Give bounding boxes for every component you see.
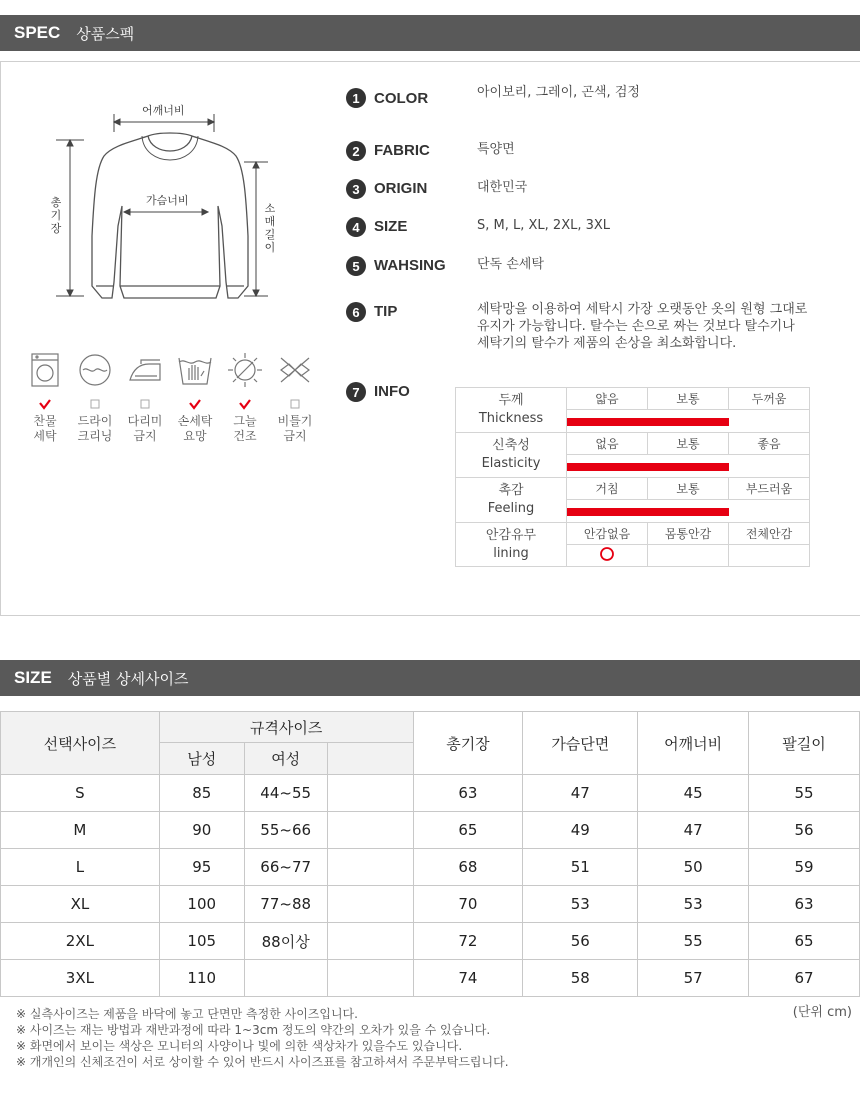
care-item-cold-wash — [20, 352, 70, 444]
col-female: 여성 — [244, 743, 327, 775]
size-header-en: SIZE — [14, 668, 52, 687]
lining-selected — [567, 545, 648, 567]
care-label: 그늘 건조 — [233, 414, 257, 443]
spec-key: SIZE — [374, 218, 408, 235]
empty-checkbox-icon — [89, 398, 101, 410]
check-icon — [189, 398, 201, 410]
spec-row-fabric — [346, 141, 515, 161]
info-option: 부드러움 — [729, 478, 810, 500]
info-label: 두께 Thickness — [456, 388, 567, 433]
number-badge: 7 — [346, 382, 366, 402]
col-shoulder: 어깨너비 — [638, 712, 749, 775]
spec-header-ko: 상품스펙 — [76, 24, 135, 43]
info-option: 안감없음 — [567, 523, 648, 545]
dry-clean-circle-icon — [77, 352, 113, 388]
info-level-bar — [567, 500, 729, 523]
size-header — [0, 660, 860, 696]
spec-value: S, M, L, XL, 2XL, 3XL — [477, 218, 611, 233]
spec-row-washing — [346, 256, 544, 276]
col-length: 총기장 — [413, 712, 523, 775]
care-item-hand-wash — [170, 352, 220, 444]
number-badge: 4 — [346, 217, 366, 237]
number-badge: 3 — [346, 179, 366, 199]
info-option: 얇음 — [567, 388, 648, 410]
no-wring-icon — [277, 352, 313, 388]
note-line: ※ 개개인의 신체조건이 서로 상이할 수 있어 반드시 사이즈표를 참고하셔서 주문부탁드립니다. — [16, 1055, 509, 1069]
info-level-bar — [567, 455, 729, 478]
table-row: 3XL 110 74 58 57 67 — [1, 960, 860, 997]
fabric-info-table — [455, 387, 810, 567]
table-row: XL 100 77~88 70 53 53 63 — [1, 886, 860, 923]
number-badge: 2 — [346, 141, 366, 161]
spec-key: WAHSING — [374, 257, 446, 274]
care-label: 손세탁 요망 — [177, 414, 213, 443]
info-option: 전체안감 — [729, 523, 810, 545]
size-notes — [16, 1006, 509, 1070]
info-option: 보통 — [648, 388, 729, 410]
empty-checkbox-icon — [139, 398, 151, 410]
spec-key: COLOR — [374, 90, 429, 107]
note-line: ※ 사이즈는 재는 방법과 재반과정에 따라 1~3cm 정도의 약간의 오차가 있을 수 있습니다. — [16, 1023, 491, 1037]
table-row: 2XL 105 88이상 72 56 55 65 — [1, 923, 860, 960]
care-item-dry-clean — [70, 352, 120, 444]
info-label: 촉감 Feeling — [456, 478, 567, 523]
care-label: 드라이 크리닝 — [77, 414, 113, 443]
col-male: 남성 — [159, 743, 244, 775]
chest-label: 가슴너비 — [146, 194, 189, 207]
sleeve-label: 소매길이 — [264, 202, 276, 254]
shoulder-label: 어깨너비 — [142, 104, 185, 117]
length-label: 총기장 — [50, 196, 62, 235]
table-row: L 95 66~77 68 51 50 59 — [1, 849, 860, 886]
number-badge: 1 — [346, 88, 366, 108]
spec-row-tip — [346, 302, 807, 352]
info-option: 좋음 — [729, 433, 810, 455]
spec-value: 세탁망을 이용하여 세탁시 가장 오랫동안 옷의 원형 그대로 유지가 가능합니다. 탈수는 손으로 짜는 것보다 탈수기나 세탁기의 탈수가 제품의 손상을 최소화합니다. — [477, 302, 808, 351]
unit-label: (단위 cm) — [792, 1005, 852, 1020]
garment-diagram — [40, 86, 300, 316]
spec-row-origin — [346, 179, 527, 199]
info-option: 보통 — [648, 478, 729, 500]
size-header-ko: 상품별 상세사이즈 — [67, 669, 189, 688]
info-label: 안감유무 lining — [456, 523, 567, 567]
spec-key: FABRIC — [374, 142, 430, 159]
info-option: 두꺼움 — [729, 388, 810, 410]
table-row: S 85 44~55 63 47 45 55 — [1, 775, 860, 812]
care-icons — [20, 352, 320, 452]
spec-header — [0, 15, 860, 51]
col-spec-size: 규격사이즈 — [159, 712, 413, 743]
care-item-no-wring — [270, 352, 320, 444]
number-badge: 5 — [346, 256, 366, 276]
spec-value: 아이보리, 그레이, 곤색, 검정 — [477, 85, 640, 100]
spec-row-size — [346, 217, 610, 237]
spec-value: 특양면 — [477, 142, 515, 157]
check-icon — [239, 398, 251, 410]
info-level-bar — [567, 410, 729, 433]
spec-row-info — [346, 382, 460, 402]
spec-key: ORIGIN — [374, 180, 428, 197]
note-line: ※ 실측사이즈는 제품을 바닥에 놓고 단면만 측정한 사이즈입니다. — [16, 1007, 358, 1021]
info-option: 보통 — [648, 433, 729, 455]
hand-wash-icon — [177, 352, 213, 388]
spec-key: INFO — [374, 383, 410, 400]
care-label: 다리미 금지 — [127, 414, 163, 443]
info-option: 없음 — [567, 433, 648, 455]
spec-header-en: SPEC — [14, 23, 61, 42]
shade-dry-icon — [227, 352, 263, 388]
table-row: M 90 55~66 65 49 47 56 — [1, 812, 860, 849]
number-badge: 6 — [346, 302, 366, 322]
spec-value: 단독 손세탁 — [477, 257, 544, 272]
spec-row-color — [346, 85, 640, 110]
col-chest: 가슴단면 — [523, 712, 638, 775]
iron-icon — [127, 352, 163, 388]
note-line: ※ 화면에서 보이는 색상은 모니터의 사양이나 빛에 의한 색상차가 있을수도 있습니다. — [16, 1039, 463, 1053]
info-option: 거침 — [567, 478, 648, 500]
care-label: 찬물 세탁 — [33, 414, 57, 443]
spec-key: TIP — [374, 303, 398, 320]
check-icon — [39, 398, 51, 410]
size-table — [0, 711, 860, 997]
info-option: 몸통안감 — [648, 523, 729, 545]
col-select-size: 선택사이즈 — [1, 712, 160, 775]
empty-checkbox-icon — [289, 398, 301, 410]
care-item-shade-dry — [220, 352, 270, 444]
washing-machine-icon — [27, 352, 63, 388]
spec-value: 대한민국 — [477, 180, 528, 195]
care-label: 비틀기 금지 — [277, 414, 313, 443]
col-sleeve: 팔길이 — [749, 712, 860, 775]
care-item-no-iron — [120, 352, 170, 444]
red-circle-icon — [599, 546, 615, 562]
info-label: 신축성 Elasticity — [456, 433, 567, 478]
